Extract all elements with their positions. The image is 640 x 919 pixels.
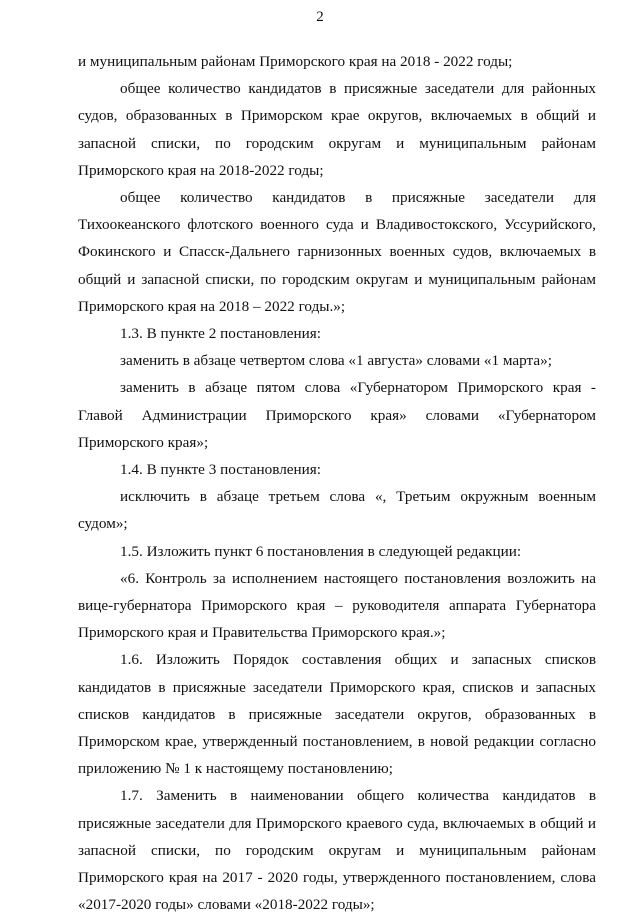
document-body (78, 48, 596, 919)
paragraph-item-1-3: 1.3. В пункте 2 постановления: (120, 325, 321, 343)
paragraph-military-courts: общее количество кандидатов в присяжные заседатели для Тихоокеанского флотского военного суда и Владивостокского, Уссурийского, Фокинского и Спасск-Дальнего гарнизонных военных судов, включаемых в общий и запасной списки, по городским округам и муниципальным районам Приморского края на 2018 – 2022 годы.»; (78, 189, 596, 315)
paragraph-item-1-5: 1.5. Изложить пункт 6 постановления в следующей редакции: (120, 542, 522, 560)
paragraph-district-courts: общее количество кандидатов в присяжные заседатели для районных судов, образованных в Приморском крае округов, включаемых в общий и запасной списки, по городским округам и муниципальным районам Приморского края на 2018-2022 годы; (78, 80, 596, 179)
paragraph-replace-fourth: заменить в абзаце четвертом слова «1 августа» словами «1 марта»; (120, 352, 552, 370)
paragraph-exclude-third: исключить в абзаце третьем слова «, Третьим окружным военным судом»; (78, 488, 596, 533)
paragraph-item-1-4: 1.4. В пункте 3 постановления: (120, 461, 321, 479)
paragraph-replace-fifth: заменить в абзаце пятом слова «Губернатором Приморского края - Главой Администрации Приморского края» словами «Губернатором Приморского края»; (78, 379, 596, 451)
page-number: 2 (316, 9, 324, 25)
paragraph-item-1-6: 1.6. Изложить Порядок составления общих и запасных списков кандидатов в присяжные заседатели Приморского края, списков и запасных списков кандидатов в присяжные заседатели округов, образованных в Приморском крае, утвержденный постановлением, в новой редакции согласно приложению № 1 к настоящему постановлению; (78, 651, 596, 778)
paragraph-item-1-7: 1.7. Заменить в наименовании общего количества кандидатов в присяжные заседатели для Приморского краевого суда, включаемых в общий и запасной списки, по городским округам и муниципальным районам Приморского края на 2017 - 2020 годы, утвержденного постановлением, слова «2017-2020 годы» словами «2018-2022 годы»; (78, 787, 596, 914)
paragraph-continuation: и муниципальным районам Приморского края на 2018 - 2022 годы; (78, 53, 513, 70)
paragraph-control-clause: «6. Контроль за исполнением настоящего постановления возложить на вице-губернатора Приморского края – руководителя аппарата Губернатора Приморского края и Правительства Приморского края.»; (78, 569, 596, 642)
